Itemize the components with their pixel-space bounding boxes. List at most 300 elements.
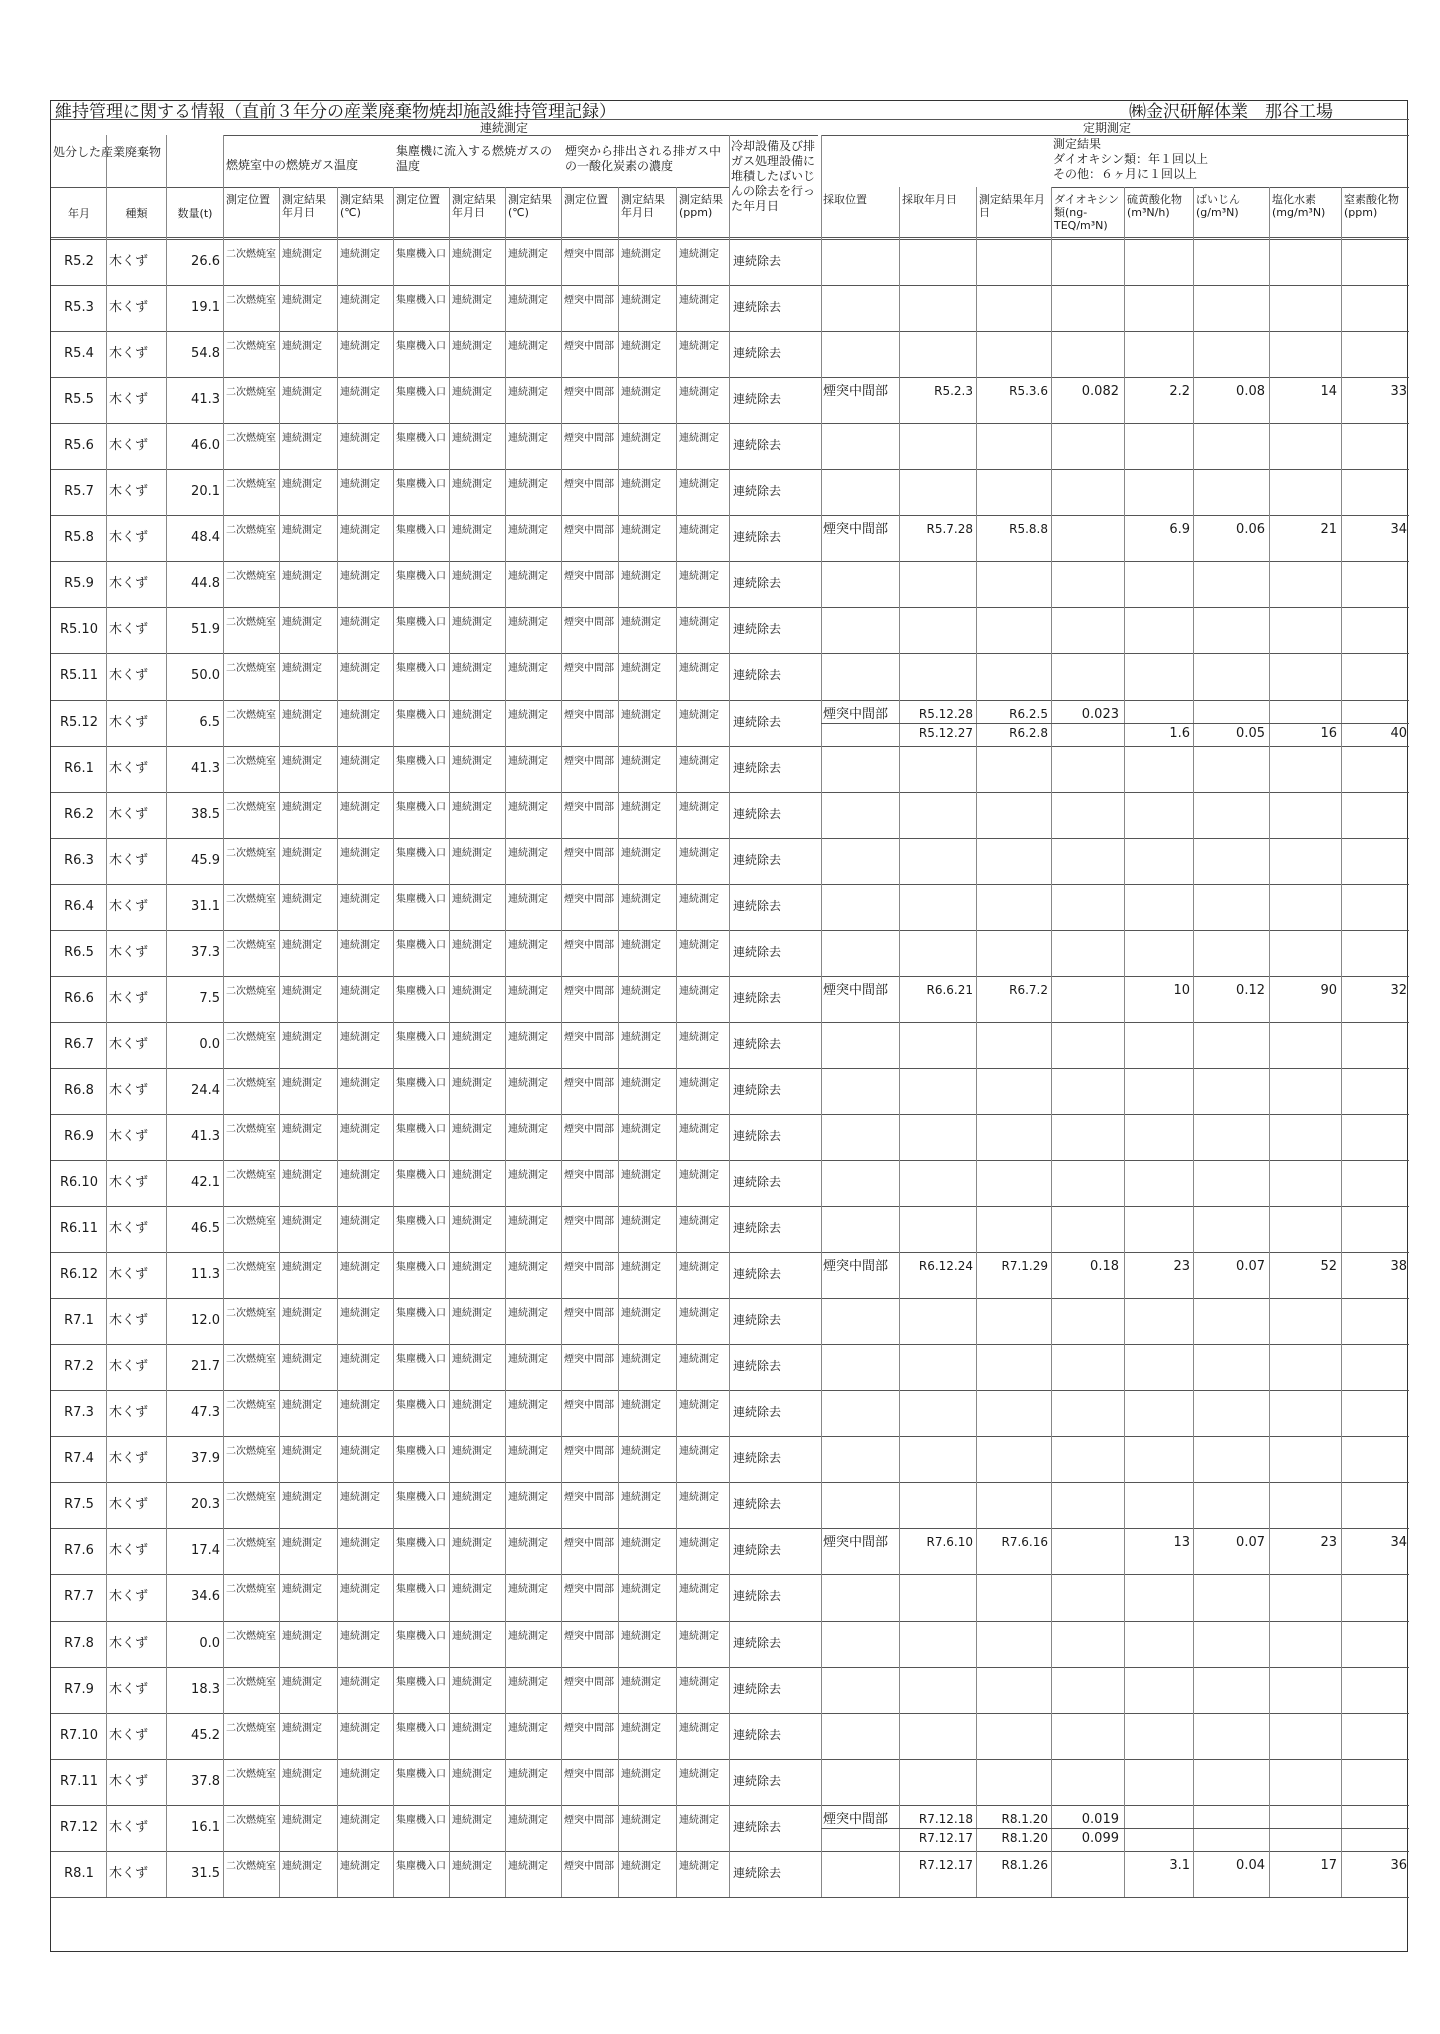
column-rule <box>1269 187 1270 1897</box>
row-year-month: R5.4 <box>64 346 94 362</box>
row-rule <box>51 746 1409 747</box>
row-continuous-cell: 連続測定 <box>621 709 661 721</box>
row-quantity: 41.3 <box>191 760 220 776</box>
row-continuous-cell: 連続測定 <box>508 1123 548 1135</box>
row-continuous-cell: 連続測定 <box>282 663 322 675</box>
col-chimney-result: 測定結果(ppm) <box>679 193 723 219</box>
row-continuous-cell: 連続測定 <box>679 985 719 997</box>
row-continuous-cell: 連続測定 <box>340 755 380 767</box>
row-continuous-cell: 連続測定 <box>679 1400 719 1412</box>
row-continuous-cell: 集塵機入口 <box>396 433 446 445</box>
row-continuous-cell: 連続測定 <box>621 525 661 537</box>
row-quantity: 41.3 <box>191 1128 220 1144</box>
row-removal: 連続除去 <box>733 392 782 407</box>
row-rule <box>51 930 1409 931</box>
row-kind: 木くず <box>109 1405 149 1421</box>
row-continuous-cell: 二次燃焼室 <box>226 1676 276 1688</box>
row-continuous-cell: 連続測定 <box>508 1814 548 1826</box>
row-continuous-cell: 集塵機入口 <box>396 387 446 399</box>
row-continuous-cell: 連続測定 <box>340 387 380 399</box>
row-continuous-cell: 集塵機入口 <box>396 1768 446 1780</box>
row-continuous-cell: 連続測定 <box>508 893 548 905</box>
row-continuous-cell: 連続測定 <box>452 1123 492 1135</box>
row-continuous-cell: 連続測定 <box>508 709 548 721</box>
row-continuous-cell: 集塵機入口 <box>396 1170 446 1181</box>
row-rule <box>51 239 1409 240</box>
row-continuous-cell: 二次燃焼室 <box>226 1584 276 1596</box>
row-kind: 木くず <box>109 1082 149 1098</box>
row-continuous-cell: 連続測定 <box>452 893 492 905</box>
row-year-month: R6.12 <box>60 1267 98 1283</box>
row-continuous-cell: 二次燃焼室 <box>226 847 276 859</box>
row-kind: 木くず <box>109 1543 149 1559</box>
row-result-date: R7.1.29 <box>1001 1259 1048 1274</box>
row-sample-date: R5.7.28 <box>926 522 973 537</box>
row-continuous-cell: 連続測定 <box>621 341 661 353</box>
row-sox: 3.1 <box>1169 1857 1190 1873</box>
row-continuous-cell: 連続測定 <box>282 571 322 583</box>
row-quantity: 37.8 <box>191 1773 220 1789</box>
row-continuous-cell: 連続測定 <box>452 1216 492 1228</box>
row-continuous-cell: 連続測定 <box>282 1814 322 1826</box>
rule-periodic-sub <box>1051 187 1409 188</box>
row-continuous-cell: 煙突中間部 <box>564 985 614 997</box>
row-sample-date: R6.12.24 <box>918 1259 973 1274</box>
row-quantity: 54.8 <box>191 346 220 362</box>
row-sample-date: R7.12.18 <box>918 1811 973 1826</box>
row-dust: 0.05 <box>1236 725 1265 741</box>
row-continuous-cell: 集塵機入口 <box>396 1216 446 1228</box>
row-continuous-cell: 連続測定 <box>340 1814 380 1826</box>
col-combustion-date: 測定結果年月日 <box>282 193 326 219</box>
row-continuous-cell: 連続測定 <box>452 1814 492 1826</box>
row-continuous-cell: 連続測定 <box>452 249 492 260</box>
row-continuous-cell: 連続測定 <box>452 341 492 353</box>
row-rule <box>51 1160 1409 1161</box>
row-continuous-cell: 連続測定 <box>340 939 380 951</box>
row-continuous-cell: 煙突中間部 <box>564 1216 614 1228</box>
row-continuous-cell: 連続測定 <box>508 1216 548 1228</box>
row-continuous-cell: 集塵機入口 <box>396 709 446 721</box>
row-continuous-cell: 二次燃焼室 <box>226 341 276 353</box>
row-quantity: 16.1 <box>191 1819 220 1835</box>
maintenance-record-table <box>50 100 1408 1952</box>
row-continuous-cell: 連続測定 <box>340 1354 380 1366</box>
row-continuous-cell: 連続測定 <box>679 525 719 537</box>
row-year-month: R6.6 <box>64 990 94 1006</box>
col-hcl: 塩化水素(mg/m³N) <box>1272 193 1326 219</box>
row-continuous-cell: 連続測定 <box>340 1123 380 1135</box>
row-continuous-cell: 二次燃焼室 <box>226 1077 276 1089</box>
row-year-month: R5.9 <box>64 576 94 592</box>
row-year-month: R6.8 <box>64 1082 94 1098</box>
row-continuous-cell: 連続測定 <box>282 1446 322 1458</box>
row-continuous-cell: 連続測定 <box>621 847 661 859</box>
row-hcl: 17 <box>1320 1857 1337 1873</box>
row-kind: 木くず <box>109 1681 149 1697</box>
row-removal: 連続除去 <box>733 346 782 361</box>
row-continuous-cell: 連続測定 <box>621 893 661 905</box>
row-continuous-cell: 二次燃焼室 <box>226 1031 276 1043</box>
row-continuous-cell: 二次燃焼室 <box>226 1123 276 1135</box>
row-rule <box>51 1759 1409 1760</box>
row-year-month: R7.8 <box>64 1635 94 1651</box>
row-continuous-cell: 連続測定 <box>679 249 719 260</box>
row-continuous-cell: 二次燃焼室 <box>226 893 276 905</box>
row-continuous-cell: 連続測定 <box>679 1170 719 1181</box>
row-continuous-cell: 連続測定 <box>340 1860 380 1872</box>
row-continuous-cell: 集塵機入口 <box>396 1492 446 1504</box>
row-continuous-cell: 二次燃焼室 <box>226 663 276 675</box>
row-continuous-cell: 連続測定 <box>282 479 322 491</box>
row-kind: 木くず <box>109 944 149 960</box>
column-rule <box>1193 187 1194 1897</box>
row-continuous-cell: 集塵機入口 <box>396 1400 446 1412</box>
column-rule <box>618 187 619 1897</box>
row-quantity: 38.5 <box>191 806 220 822</box>
row-sample-date: R7.12.17 <box>918 1830 973 1845</box>
row-continuous-cell: 連続測定 <box>508 801 548 813</box>
row-quantity: 41.3 <box>191 392 220 408</box>
row-continuous-cell: 二次燃焼室 <box>226 1446 276 1458</box>
row-continuous-cell: 連続測定 <box>340 1400 380 1412</box>
row-continuous-cell: 煙突中間部 <box>564 1400 614 1412</box>
row-continuous-cell: 連続測定 <box>452 985 492 997</box>
row-continuous-cell: 連続測定 <box>340 571 380 583</box>
row-removal: 連続除去 <box>733 1681 782 1696</box>
row-continuous-cell: 連続測定 <box>508 663 548 675</box>
row-continuous-cell: 連続測定 <box>340 1722 380 1734</box>
col-kind: 種類 <box>125 207 148 220</box>
col-year-month: 年月 <box>68 207 90 220</box>
row-continuous-cell: 連続測定 <box>679 1814 719 1826</box>
row-continuous-cell: 集塵機入口 <box>396 1814 446 1826</box>
row-continuous-cell: 連続測定 <box>452 1400 492 1412</box>
row-continuous-cell: 連続測定 <box>508 847 548 859</box>
row-kind: 木くず <box>109 1451 149 1467</box>
row-continuous-cell: 二次燃焼室 <box>226 249 276 260</box>
continuous-header: 連続測定 <box>480 121 529 135</box>
row-kind: 木くず <box>109 484 149 500</box>
row-continuous-cell: 連続測定 <box>452 1584 492 1596</box>
row-result-date: R5.8.8 <box>1009 522 1048 537</box>
row-continuous-cell: 連続測定 <box>621 1814 661 1826</box>
row-continuous-cell: 連続測定 <box>340 1538 380 1550</box>
row-continuous-cell: 二次燃焼室 <box>226 617 276 629</box>
row-result-date: R6.7.2 <box>1009 982 1048 997</box>
row-continuous-cell: 連続測定 <box>508 1077 548 1089</box>
row-continuous-cell: 煙突中間部 <box>564 341 614 353</box>
row-year-month: R6.10 <box>60 1175 98 1191</box>
row-kind: 木くず <box>109 530 149 546</box>
row-continuous-cell: 煙突中間部 <box>564 939 614 951</box>
column-rule <box>337 187 338 1897</box>
row-removal: 連続除去 <box>733 990 782 1005</box>
row-continuous-cell: 連続測定 <box>282 801 322 813</box>
row-continuous-cell: 連続測定 <box>621 1400 661 1412</box>
row-continuous-cell: 煙突中間部 <box>564 617 614 629</box>
row-continuous-cell: 集塵機入口 <box>396 1262 446 1274</box>
row-year-month: R5.7 <box>64 484 94 500</box>
row-continuous-cell: 連続測定 <box>679 1722 719 1734</box>
row-kind: 木くず <box>109 1221 149 1237</box>
row-year-month: R6.1 <box>64 760 94 776</box>
row-quantity: 6.5 <box>199 714 220 730</box>
row-continuous-cell: 集塵機入口 <box>396 1584 446 1596</box>
row-continuous-cell: 二次燃焼室 <box>226 709 276 721</box>
row-continuous-cell: 連続測定 <box>679 1860 719 1872</box>
row-sample-date: R7.6.10 <box>926 1535 973 1550</box>
row-rule <box>51 1436 1409 1437</box>
row-continuous-cell: 集塵機入口 <box>396 617 446 629</box>
row-continuous-cell: 連続測定 <box>621 939 661 951</box>
row-nox: 34 <box>1390 1535 1407 1551</box>
row-continuous-cell: 連続測定 <box>679 1492 719 1504</box>
row-continuous-cell: 煙突中間部 <box>564 1262 614 1274</box>
row-continuous-cell: 連続測定 <box>679 571 719 583</box>
row-continuous-cell: 集塵機入口 <box>396 1077 446 1089</box>
row-continuous-cell: 連続測定 <box>621 1768 661 1780</box>
row-continuous-cell: 連続測定 <box>508 1262 548 1274</box>
column-rule <box>106 135 107 1897</box>
row-rule <box>51 1344 1409 1345</box>
row-rule <box>51 976 1409 977</box>
row-continuous-cell: 煙突中間部 <box>564 1584 614 1596</box>
row-continuous-cell: 連続測定 <box>282 939 322 951</box>
column-rule-periodic <box>821 135 822 1897</box>
row-continuous-cell: 連続測定 <box>621 1308 661 1320</box>
row-quantity: 47.3 <box>191 1405 220 1421</box>
row-continuous-cell: 連続測定 <box>679 1584 719 1596</box>
row-continuous-cell: 煙突中間部 <box>564 1814 614 1826</box>
row-year-month: R7.12 <box>60 1819 98 1835</box>
row-continuous-cell: 煙突中間部 <box>564 295 614 307</box>
row-continuous-cell: 連続測定 <box>452 479 492 491</box>
row-continuous-cell: 連続測定 <box>679 939 719 951</box>
row-continuous-cell: 連続測定 <box>340 1446 380 1458</box>
row-continuous-cell: 連続測定 <box>282 525 322 537</box>
row-kind: 木くず <box>109 1497 149 1513</box>
row-removal: 連続除去 <box>733 944 782 959</box>
row-continuous-cell: 連続測定 <box>340 1262 380 1274</box>
row-continuous-cell: 煙突中間部 <box>564 663 614 675</box>
row-continuous-cell: 二次燃焼室 <box>226 1722 276 1734</box>
row-continuous-cell: 連続測定 <box>340 893 380 905</box>
row-continuous-cell: 連続測定 <box>452 1170 492 1181</box>
row-continuous-cell: 連続測定 <box>282 1308 322 1320</box>
row-result-date: R8.1.26 <box>1001 1857 1048 1872</box>
row-quantity: 12.0 <box>191 1313 220 1329</box>
row-year-month: R5.8 <box>64 530 94 546</box>
row-quantity: 46.5 <box>191 1221 220 1237</box>
row-continuous-cell: 集塵機入口 <box>396 801 446 813</box>
row-continuous-cell: 連続測定 <box>621 433 661 445</box>
row-continuous-cell: 連続測定 <box>452 709 492 721</box>
row-continuous-cell: 連続測定 <box>282 1400 322 1412</box>
row-year-month: R7.3 <box>64 1405 94 1421</box>
col-sample-position: 採取位置 <box>823 193 867 206</box>
row-continuous-cell: 煙突中間部 <box>564 1722 614 1734</box>
row-continuous-cell: 集塵機入口 <box>396 663 446 675</box>
row-continuous-cell: 煙突中間部 <box>564 1446 614 1458</box>
row-hcl: 14 <box>1320 384 1337 400</box>
row-continuous-cell: 連続測定 <box>452 1446 492 1458</box>
row-continuous-cell: 連続測定 <box>452 1768 492 1780</box>
row-continuous-cell: 煙突中間部 <box>564 1354 614 1366</box>
row-rule <box>51 1574 1409 1575</box>
row-continuous-cell: 連続測定 <box>621 1077 661 1089</box>
row-year-month: R7.2 <box>64 1359 94 1375</box>
row-quantity: 44.8 <box>191 576 220 592</box>
row-continuous-cell: 集塵機入口 <box>396 1354 446 1366</box>
row-continuous-cell: 連続測定 <box>508 755 548 767</box>
row-year-month: R5.11 <box>60 668 98 684</box>
row-continuous-cell: 連続測定 <box>621 801 661 813</box>
row-kind: 木くず <box>109 760 149 776</box>
row-continuous-cell: 集塵機入口 <box>396 1308 446 1320</box>
row-continuous-cell: 集塵機入口 <box>396 1630 446 1642</box>
row-rule <box>51 1068 1409 1069</box>
row-continuous-cell: 二次燃焼室 <box>226 387 276 399</box>
row-continuous-cell: 連続測定 <box>621 1354 661 1366</box>
row-quantity: 20.1 <box>191 484 220 500</box>
row-continuous-cell: 連続測定 <box>282 387 322 399</box>
row-continuous-cell: 集塵機入口 <box>396 985 446 997</box>
row-kind: 木くず <box>109 1819 149 1835</box>
row-kind: 木くず <box>109 668 149 684</box>
row-rule <box>51 1022 1409 1023</box>
sub-row-rule <box>821 1828 1409 1829</box>
row-result-date: R6.2.8 <box>1009 725 1048 740</box>
rule-under-title <box>51 119 1409 120</box>
row-continuous-cell: 連続測定 <box>282 1676 322 1688</box>
row-continuous-cell: 連続測定 <box>508 341 548 353</box>
row-continuous-cell: 集塵機入口 <box>396 295 446 307</box>
col-dust: ばいじん(g/m³N) <box>1196 193 1240 219</box>
row-year-month: R5.2 <box>64 254 94 270</box>
row-year-month: R5.10 <box>60 622 98 638</box>
row-sample-position: 煙突中間部 <box>823 1259 889 1275</box>
row-continuous-cell: 連続測定 <box>679 709 719 721</box>
row-continuous-cell: 煙突中間部 <box>564 801 614 813</box>
row-continuous-cell: 連続測定 <box>508 1722 548 1734</box>
row-nox: 32 <box>1390 982 1407 998</box>
row-continuous-cell: 連続測定 <box>508 1308 548 1320</box>
row-year-month: R6.2 <box>64 806 94 822</box>
row-continuous-cell: 二次燃焼室 <box>226 479 276 491</box>
row-continuous-cell: 連続測定 <box>508 1354 548 1366</box>
rule-subheader <box>223 187 729 188</box>
row-continuous-cell: 連続測定 <box>452 1492 492 1504</box>
row-quantity: 37.3 <box>191 944 220 960</box>
row-removal: 連続除去 <box>733 668 782 683</box>
row-continuous-cell: 連続測定 <box>679 801 719 813</box>
row-continuous-cell: 連続測定 <box>452 847 492 859</box>
row-continuous-cell: 連続測定 <box>452 663 492 675</box>
row-continuous-cell: 連続測定 <box>508 1492 548 1504</box>
row-kind: 木くず <box>109 1773 149 1789</box>
row-continuous-cell: 連続測定 <box>282 249 322 260</box>
row-rule <box>51 792 1409 793</box>
row-rule <box>51 1805 1409 1806</box>
row-continuous-cell: 二次燃焼室 <box>226 939 276 951</box>
row-continuous-cell: 連続測定 <box>679 1768 719 1780</box>
row-rule <box>51 1390 1409 1391</box>
row-quantity: 18.3 <box>191 1681 220 1697</box>
row-rule <box>51 515 1409 516</box>
row-continuous-cell: 集塵機入口 <box>396 1722 446 1734</box>
row-kind: 木くず <box>109 346 149 362</box>
row-sample-date: R5.2.3 <box>934 384 973 399</box>
row-continuous-cell: 連続測定 <box>340 1676 380 1688</box>
column-rule <box>393 187 394 1897</box>
row-continuous-cell: 連続測定 <box>621 1170 661 1181</box>
row-continuous-cell: 二次燃焼室 <box>226 433 276 445</box>
row-continuous-cell: 連続測定 <box>452 525 492 537</box>
row-continuous-cell: 連続測定 <box>679 295 719 307</box>
row-rule <box>51 423 1409 424</box>
row-continuous-cell: 連続測定 <box>340 1170 380 1181</box>
column-rule <box>449 187 450 1897</box>
row-continuous-cell: 連続測定 <box>452 801 492 813</box>
row-continuous-cell: 連続測定 <box>508 249 548 260</box>
row-continuous-cell: 連続測定 <box>282 755 322 767</box>
row-quantity: 45.9 <box>191 852 220 868</box>
row-continuous-cell: 集塵機入口 <box>396 249 446 260</box>
row-continuous-cell: 連続測定 <box>452 1630 492 1642</box>
row-kind: 木くず <box>109 898 149 914</box>
column-rule <box>1051 187 1052 1897</box>
row-quantity: 17.4 <box>191 1543 220 1559</box>
row-continuous-cell: 連続測定 <box>452 617 492 629</box>
row-continuous-cell: 連続測定 <box>452 1308 492 1320</box>
row-result-date: R7.6.16 <box>1001 1535 1048 1550</box>
row-dioxin: 0.18 <box>1090 1259 1119 1275</box>
row-continuous-cell: 連続測定 <box>282 1354 322 1366</box>
row-continuous-cell: 連続測定 <box>621 1860 661 1872</box>
row-quantity: 7.5 <box>199 990 220 1006</box>
row-continuous-cell: 連続測定 <box>282 847 322 859</box>
column-rule <box>561 187 562 1897</box>
row-continuous-cell: 連続測定 <box>679 847 719 859</box>
row-continuous-cell: 連続測定 <box>679 1538 719 1550</box>
row-continuous-cell: 連続測定 <box>679 1446 719 1458</box>
row-continuous-cell: 集塵機入口 <box>396 341 446 353</box>
row-continuous-cell: 連続測定 <box>282 1630 322 1642</box>
row-continuous-cell: 連続測定 <box>452 1077 492 1089</box>
row-continuous-cell: 連続測定 <box>508 1630 548 1642</box>
row-removal: 連続除去 <box>733 1036 782 1051</box>
row-continuous-cell: 集塵機入口 <box>396 1676 446 1688</box>
row-year-month: R7.11 <box>60 1773 98 1789</box>
row-removal: 連続除去 <box>733 1175 782 1190</box>
row-continuous-cell: 連続測定 <box>508 479 548 491</box>
row-year-month: R7.7 <box>64 1589 94 1605</box>
row-quantity: 24.4 <box>191 1082 220 1098</box>
row-quantity: 34.6 <box>191 1589 220 1605</box>
row-quantity: 26.6 <box>191 254 220 270</box>
row-continuous-cell: 連続測定 <box>340 479 380 491</box>
col-chimney-date: 測定結果年月日 <box>621 193 665 219</box>
row-year-month: R5.3 <box>64 300 94 316</box>
row-year-month: R5.12 <box>60 714 98 730</box>
row-continuous-cell: 連続測定 <box>508 1170 548 1181</box>
row-continuous-cell: 連続測定 <box>452 571 492 583</box>
row-quantity: 31.5 <box>191 1865 220 1881</box>
row-rule <box>51 1114 1409 1115</box>
row-removal: 連続除去 <box>733 806 782 821</box>
row-rule <box>51 1528 1409 1529</box>
